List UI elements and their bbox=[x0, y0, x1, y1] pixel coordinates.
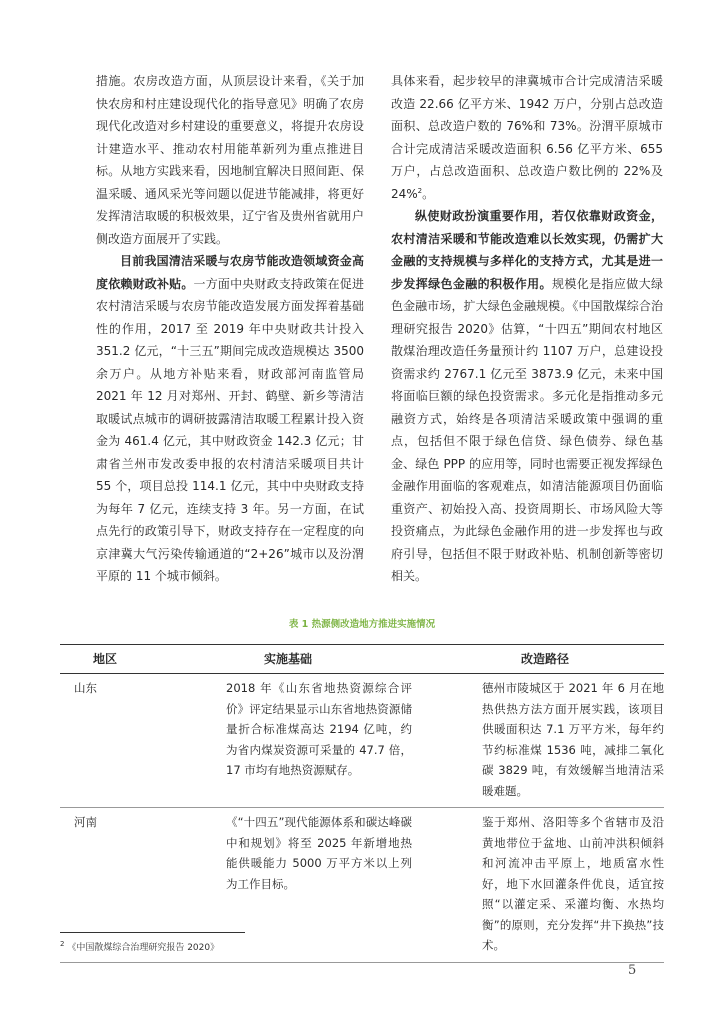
left-paragraph-2-text: 一方面中央财政支持政策在促进农村清洁采暖与农房节能改造发展方面发挥着基础性的作用，2017 至 2019 年中央财政共计投入 351.2 亿元，“十三五”期间完成改造规模达 3500 余万户。从地方补贴来看，财政部河南监管局 2021 年 12 月对郑州、开封、鹤壁、新乡等清洁取暖试点城市的调研披露清洁取暖工程累计投入资金为 461.4 亿元，其中财政资金 142.3 亿元；甘肃省兰州市发改委申报的农村清洁采暖项目共计 55 个，项目总投 114.1 亿元，其中中央财政支持为每年 7 亿元，连续支持 3 年。另一方面，在试点先行的政策引导下，财政支持存在一定程度的向京津冀大气污染传输通道的“2+26”城市以及汾渭平原的 11 个城市倾斜。 bbox=[96, 276, 364, 583]
table-row bbox=[60, 674, 664, 808]
table-cell-path: 德州市陵城区于 2021 年 6 月在地热供热方法方面开展实践，该项目供暖面积达 7.1 万平方米，每年约节约标准煤 1536 吨，减排二氧化碳 3829 吨，有效缓解当地清洁采暖难题。 bbox=[482, 681, 664, 798]
right-paragraph-2 bbox=[391, 205, 663, 588]
footnote bbox=[60, 940, 219, 953]
data-table bbox=[60, 644, 664, 963]
table-title: 表 1 热源侧改造地方推进实施情况 bbox=[288, 619, 436, 630]
right-paragraph-1 bbox=[391, 70, 663, 205]
table-cell-basis: 2018 年《山东省地热资源综合评价》评定结果显示山东省地热资源储量折合标准煤高达 2194 亿吨，约为省内煤炭资源可采量的 47.7 倍，17 市均有地热资源赋存。 bbox=[226, 681, 412, 777]
table-cell-path: 鉴于郑州、洛阳等多个省辖市及沿黄地带位于盆地、山前冲洪积倾斜和河流冲击平原上，地质富水性好，地下水回灌条件优良，适宜按照“以灌定采、采灌均衡、水热均衡”的原则，充分发挥“井下换热”技术。 bbox=[482, 815, 664, 952]
table-cell-basis: 《“十四五”现代能源体系和碳达峰碳中和规划》将至 2025 年新增地热能供暖能力 5000 万平方米以上列为工作目标。 bbox=[226, 815, 412, 891]
table-header-region: 地区 bbox=[92, 652, 117, 666]
footnote-marker: 2 bbox=[60, 940, 65, 948]
right-paragraph-1-text: 具体来看，起步较早的津冀城市合计完成清洁采暖改造 22.66 亿平方米、1942 万户，分别占总改造面积、总改造户数的 76%和 73%。汾渭平原城市合计完成清洁采暖改造面积 6.56 亿平方米、655 万户，占总改造面积、总改造户数比例的 22%及 24% bbox=[391, 74, 663, 201]
footnote-text: 《中国散煤综合治理研究报告 2020》 bbox=[67, 943, 220, 953]
page-number: 5 bbox=[628, 963, 637, 978]
footnote-ref[interactable]: 2 bbox=[417, 186, 423, 195]
table-header-row bbox=[60, 645, 664, 674]
footnote-divider bbox=[60, 932, 245, 933]
right-paragraph-2-text: 规模化是指应做大绿色金融市场，扩大绿色金融规模。《中国散煤综合治理研究报告 2020》估算，“十四五”期间农村地区散煤治理改造任务量预计约 1107 万户，总建设投资需求约 2767.1 亿元至 3873.9 亿元，未来中国将面临巨额的绿色投资需求。多元化是指推动多元融资方式，始终是各项清洁采暖政策中强调的重点，包括但不限于绿色信贷、绿色债券、绿色基金、绿色 PPP 的应用等，同时也需要正视发挥绿色金融作用面临的客观难点，如清洁能源项目仍面临重资产、初始投入高、投资周期长、市场风险大等投资痛点，为此绿色金融作用的进一步发挥也与政府引导，包括但不限于财政补贴、机制创新等密切相关。 bbox=[391, 276, 663, 583]
left-paragraph-2 bbox=[96, 250, 364, 588]
table-cell-region: 山东 bbox=[74, 681, 97, 695]
left-column bbox=[96, 70, 364, 588]
table-header-basis: 实施基础 bbox=[263, 652, 312, 666]
right-paragraph-1-end: 。 bbox=[422, 186, 435, 201]
table-cell-region: 河南 bbox=[74, 815, 97, 829]
left-paragraph-1: 措施。农房改造方面，从顶层设计来看，《关于加快农房和村庄建设现代化的指导意见》明确了农房现代化改造对乡村建设的重要意义，将提升农房设计建造水平、推动农村用能革新列为重点推进目标。从地方实践来看，因地制宜解决日照间距、保温采暖、通风采光等问题以促进节能减排，将更好发挥清洁取暖的积极效果，辽宁省及贵州省就用户侧改造方面展开了实践。 bbox=[96, 74, 364, 246]
table-header-path: 改造路径 bbox=[520, 652, 569, 666]
right-paragraph-2-bold: 纵使财政扮演重要作用，若仅依靠财政资金，农村清洁采暖和节能改造难以长效实现，仍需扩大金融的支持规模与多样化的支持方式，尤其是进一步发挥绿色金融的积极作用。 bbox=[391, 209, 663, 291]
right-column bbox=[391, 70, 663, 588]
left-paragraph-2-bold: 目前我国清洁采暖与农房节能改造领域资金高度依赖财政补贴。 bbox=[96, 254, 364, 291]
